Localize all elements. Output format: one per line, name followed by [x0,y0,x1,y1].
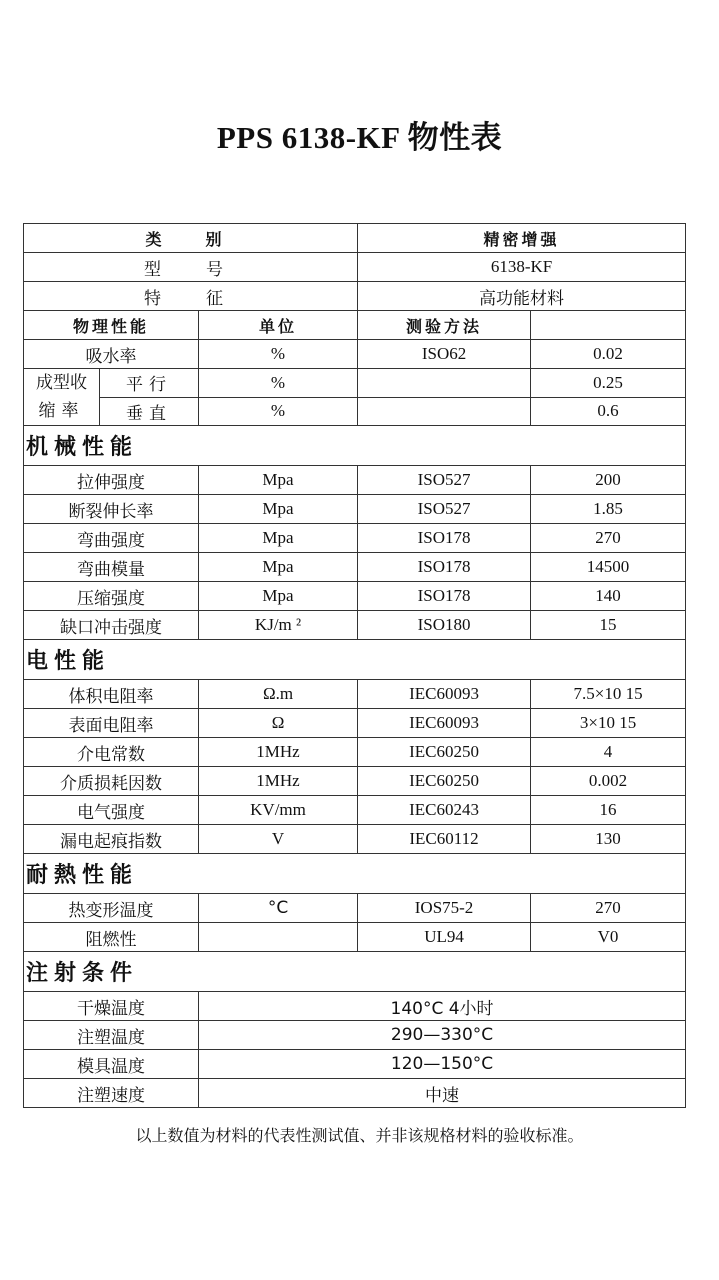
table-row [24,923,686,952]
property-value: 16 [531,796,686,825]
table-row [24,397,686,426]
properties-table [23,223,686,1108]
section-row [24,952,686,992]
property-method: ISO180 [358,611,531,640]
table-row [24,495,686,524]
section-title-mechanical: 机械性能 [24,426,686,466]
table-row [24,611,686,640]
property-value: 7.5×10 15 [531,680,686,709]
property-method [358,397,531,426]
table-row [24,796,686,825]
property-method [358,369,531,398]
property-unit: Ω [199,709,358,738]
property-label: 表面电阻率 [24,709,199,738]
property-unit: % [199,340,358,369]
property-value: 0.6 [531,397,686,426]
shrinkage-label-line2: 缩率 [38,401,85,421]
property-label: 漏电起痕指数 [24,825,199,854]
property-value: 130 [531,825,686,854]
property-value: 270 [531,894,686,923]
table-row [24,369,686,398]
property-unit: KV/mm [199,796,358,825]
table-row [24,224,686,253]
property-label: 阻燃性 [24,923,199,952]
table-row [24,680,686,709]
col-header-value [531,311,686,340]
table-row [24,466,686,495]
table-row [24,1050,686,1079]
property-unit: Mpa [199,466,358,495]
shrinkage-label [24,369,100,426]
property-label: 吸水率 [24,340,199,369]
property-label: 电气强度 [24,796,199,825]
property-value: 270 [531,524,686,553]
property-method: ISO527 [358,466,531,495]
table-row [24,1079,686,1108]
property-label: 垂直 [100,397,199,426]
property-label: 拉伸强度 [24,466,199,495]
table-row [24,767,686,796]
table-row [24,582,686,611]
property-label: 热变形温度 [24,894,199,923]
footer-note: 以上数值为材料的代表性测试值、并非该规格材料的验收标准。 [135,1126,584,1145]
category-label: 类 别 [24,224,358,253]
property-method: ISO527 [358,495,531,524]
property-value: 120—150°C [199,1050,686,1079]
section-row [24,640,686,680]
property-value: 15 [531,611,686,640]
property-method: IEC60093 [358,680,531,709]
property-unit: KJ/m ² [199,611,358,640]
property-label: 干燥温度 [24,992,199,1021]
table-row [24,894,686,923]
model-value: 6138-KF [358,253,686,282]
feature-label: 特 征 [24,282,358,311]
table-row [24,709,686,738]
property-label: 缺口冲击强度 [24,611,199,640]
property-label: 体积电阻率 [24,680,199,709]
section-row [24,426,686,466]
property-value: 140 [531,582,686,611]
table-row [24,992,686,1021]
property-value: 中速 [199,1079,686,1108]
property-value: 0.02 [531,340,686,369]
property-label: 介电常数 [24,738,199,767]
table-row [24,553,686,582]
table-row [24,524,686,553]
table-row [24,1021,686,1050]
property-method: ISO62 [358,340,531,369]
property-unit: % [199,369,358,398]
property-value: 4 [531,738,686,767]
section-row [24,854,686,894]
property-label: 断裂伸长率 [24,495,199,524]
property-method: IEC60250 [358,767,531,796]
property-value: 140°C 4小时 [199,992,686,1021]
property-unit: 1MHz [199,767,358,796]
property-value: 0.25 [531,369,686,398]
property-label: 弯曲强度 [24,524,199,553]
section-title-thermal: 耐熱性能 [24,854,686,894]
property-value: 0.002 [531,767,686,796]
feature-value: 高功能材料 [358,282,686,311]
property-label: 弯曲模量 [24,553,199,582]
property-unit [199,923,358,952]
property-label: 平行 [100,369,199,398]
table-row [24,311,686,340]
property-value: 290—330°C [199,1021,686,1050]
table-row [24,282,686,311]
property-unit: °C [199,894,358,923]
table-row [24,825,686,854]
shrinkage-label-line1: 成型收 [36,373,87,393]
category-value: 精密增强 [358,224,686,253]
section-title-electrical: 电性能 [24,640,686,680]
property-unit: 1MHz [199,738,358,767]
col-header-unit: 单位 [199,311,358,340]
property-method: IEC60250 [358,738,531,767]
table-row [24,340,686,369]
property-method: IEC60093 [358,709,531,738]
col-header-property: 物理性能 [24,311,199,340]
property-unit: V [199,825,358,854]
table-row [24,738,686,767]
property-method: ISO178 [358,524,531,553]
table-row [24,253,686,282]
property-method: ISO178 [358,582,531,611]
property-method: IOS75-2 [358,894,531,923]
model-label: 型 号 [24,253,358,282]
property-label: 模具温度 [24,1050,199,1079]
property-unit: Mpa [199,582,358,611]
property-method: ISO178 [358,553,531,582]
property-unit: % [199,397,358,426]
property-unit: Ω.m [199,680,358,709]
property-label: 注塑速度 [24,1079,199,1108]
property-method: UL94 [358,923,531,952]
property-unit: Mpa [199,553,358,582]
property-unit: Mpa [199,495,358,524]
property-method: IEC60112 [358,825,531,854]
property-value: 14500 [531,553,686,582]
property-value: 200 [531,466,686,495]
property-unit: Mpa [199,524,358,553]
page-title: PPS 6138-KF 物性表 [216,120,503,155]
property-value: 3×10 15 [531,709,686,738]
property-value: 1.85 [531,495,686,524]
col-header-method: 测验方法 [358,311,531,340]
property-label: 注塑温度 [24,1021,199,1050]
section-title-injection: 注射条件 [24,952,686,992]
property-label: 介质损耗因数 [24,767,199,796]
property-label: 压缩强度 [24,582,199,611]
property-method: IEC60243 [358,796,531,825]
property-value: V0 [531,923,686,952]
